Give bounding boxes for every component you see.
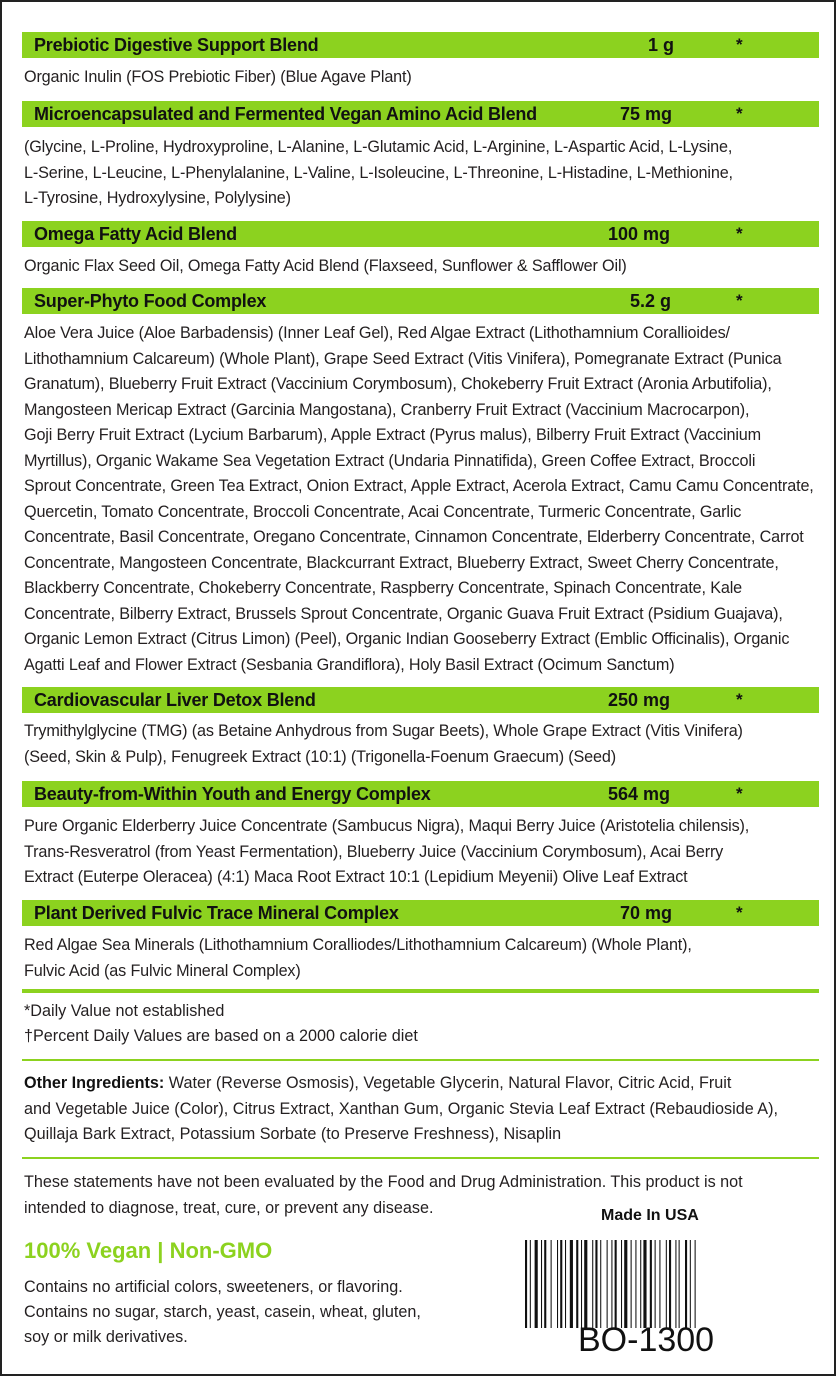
footnotes	[24, 999, 418, 1049]
barcode-bar	[631, 1240, 632, 1328]
ingredient-line: and Vegetable Juice (Color), Citrus Extract, Xanthan Gum, Organic Stevia Leaf Extract (Rebaudioside A),	[24, 1099, 778, 1118]
barcode-bar	[624, 1240, 627, 1328]
blend-name: Super-Phyto Food Complex	[34, 291, 267, 311]
barcode-bar	[650, 1240, 652, 1328]
ingredient-line: L-Tyrosine, Hydroxylysine, Polylysine)	[24, 189, 291, 207]
blend-ingredients	[24, 719, 804, 770]
daily-value-mark: *	[736, 903, 743, 922]
barcode-bar	[690, 1240, 691, 1328]
blend-ingredients	[24, 321, 814, 678]
blend-name: Plant Derived Fulvic Trace Mineral Complex	[34, 903, 399, 923]
barcode-bar	[600, 1240, 601, 1328]
ingredient-line: Lithothamnium Calcareum) (Whole Plant), Grape Seed Extract (Vitis Vinifera), Pomegranate Extract (Punica	[24, 349, 782, 368]
barcode-bar	[675, 1240, 676, 1328]
ingredient-line: Sprout Concentrate, Green Tea Extract, Onion Extract, Apple Extract, Acerola Extract, Camu Camu Concentrate,	[24, 477, 814, 495]
barcode-bar	[557, 1240, 558, 1328]
blend-name: Prebiotic Digestive Support Blend	[34, 35, 319, 55]
ingredient-line: L-Serine, L-Leucine, L-Phenylalanine, L-Valine, L-Isoleucine, L-Threonine, L-Histadine, L-Methionine,	[24, 163, 733, 182]
ingredient-line: Granatum), Blueberry Fruit Extract (Vaccinium Corymbosum), Chokeberry Fruit Extract (Aronia Arbutifolia),	[24, 375, 772, 393]
blend-amount: 5.2 g	[630, 291, 672, 311]
barcode-bar	[635, 1240, 636, 1328]
blend-amount: 70 mg	[620, 903, 673, 923]
ingredient-line: Agatti Leaf and Flower Extract (Sesbania Grandiflora), Holy Basil Extract (Ocimum Sanctum)	[24, 655, 675, 674]
blend-header	[22, 221, 819, 247]
ingredient-line: Red Algae Sea Minerals (Lithothamnium Coralliodes/Lithothamnium Calcareum) (Whole Plant),	[24, 936, 692, 954]
blend-amount: 75 mg	[620, 104, 673, 124]
disclaimer-line: These statements have not been evaluated by the Food and Drug Administration. This product is not	[24, 1173, 743, 1191]
blend-ingredients	[24, 254, 804, 280]
daily-value-mark: *	[736, 690, 743, 709]
footnote: †Percent Daily Values are based on a 2000 calorie diet	[24, 1027, 418, 1045]
barcode-bar	[581, 1240, 582, 1328]
product-code: BO-1300	[578, 1321, 715, 1359]
barcode-bar	[695, 1240, 696, 1328]
blend-header	[22, 900, 819, 926]
ingredient-line: Organic Lemon Extract (Citrus Limon) (Peel), Organic Indian Gooseberry Extract (Emblic Officinalis), Organic	[24, 630, 790, 648]
barcode-bar	[535, 1240, 538, 1328]
blend-ingredients	[24, 65, 804, 91]
blend-amount: 250 mg	[608, 690, 671, 710]
barcode-bar	[595, 1240, 597, 1328]
ingredient-line: Aloe Vera Juice (Aloe Barbadensis) (Inner Leaf Gel), Red Algae Extract (Lithothamnium Corallioides/	[24, 324, 730, 342]
barcode-bar	[541, 1240, 542, 1328]
ingredient-line: Quercetin, Tomato Concentrate, Broccoli Concentrate, Acai Concentrate, Turmeric Concentrate, Garlic	[24, 502, 742, 521]
blend-header	[22, 101, 819, 127]
blend-ingredients	[24, 933, 804, 984]
ingredient-line: Blackberry Concentrate, Chokeberry Concentrate, Raspberry Concentrate, Spinach Concentrate, Kale	[24, 579, 743, 597]
ingredient-line: Trymithylglycine (TMG) (as Betaine Anhydrous from Sugar Beets), Whole Grape Extract (Vitis Vinifera)	[24, 722, 743, 740]
barcode-bar	[659, 1240, 660, 1328]
divider	[22, 1157, 819, 1159]
ingredient-line: Mangosteen Mericap Extract (Garcinia Mangostana), Cranberry Fruit Extract (Vaccinium Macrocarpon),	[24, 400, 750, 419]
barcode-bar	[544, 1240, 546, 1328]
other-ingredients	[24, 1071, 778, 1148]
barcode-bar	[565, 1240, 566, 1328]
blend-name: Microencapsulated and Fermented Vegan Amino Acid Blend	[34, 104, 537, 124]
barcode-bar	[576, 1240, 578, 1328]
ingredient-line: Organic Flax Seed Oil, Omega Fatty Acid Blend (Flaxseed, Sunflower & Safflower Oil)	[24, 257, 627, 275]
blend-header	[22, 781, 819, 807]
ingredient-line: Goji Berry Fruit Extract (Lycium Barbarum), Apple Extract (Pyrus malus), Bilberry Fruit Extract (Vaccinium	[24, 426, 761, 444]
barcode-bar	[666, 1240, 667, 1328]
barcode-bar	[560, 1240, 562, 1328]
blend-ingredients	[24, 814, 804, 891]
ingredient-line: (Seed, Skin & Pulp), Fenugreek Extract (10:1) (Trigonella-Foenum Graecum) (Seed)	[24, 747, 616, 766]
blend-ingredients	[24, 135, 804, 212]
barcode-bar	[679, 1240, 680, 1328]
barcode-bar	[611, 1240, 612, 1328]
blend-name: Cardiovascular Liver Detox Blend	[34, 690, 316, 710]
barcode-bar	[669, 1240, 671, 1328]
barcode-bar	[615, 1240, 617, 1328]
barcode-bar	[621, 1240, 622, 1328]
barcode-bar	[643, 1240, 646, 1328]
daily-value-mark: *	[736, 35, 743, 54]
ingredient-line: Concentrate, Mangosteen Concentrate, Blackcurrant Extract, Blueberry Extract, Sweet Cherry Concentrate,	[24, 553, 779, 572]
ingredient-line: Organic Inulin (FOS Prebiotic Fiber) (Blue Agave Plant)	[24, 68, 412, 86]
contains-line: Contains no sugar, starch, yeast, casein, wheat, gluten,	[24, 1303, 421, 1321]
blend-header	[22, 288, 819, 314]
daily-value-mark: *	[736, 224, 743, 243]
ingredient-line: Extract (Euterpe Oleracea) (4:1) Maca Root Extract 10:1 (Lepidium Meyenii) Olive Leaf Extract	[24, 868, 688, 886]
daily-value-mark: *	[736, 784, 743, 803]
blend-name: Omega Fatty Acid Blend	[34, 224, 237, 244]
made-in-usa: Made In USA	[601, 1207, 699, 1224]
ingredient-line: Myrtillus), Organic Wakame Sea Vegetation Extract (Undaria Pinnatifida), Green Coffee Extract, Broccoli	[24, 451, 756, 470]
vegan-claim: 100% Vegan | Non-GMO	[24, 1238, 273, 1263]
blend-amount: 1 g	[648, 35, 675, 55]
ingredient-line: Fulvic Acid (as Fulvic Mineral Complex)	[24, 961, 301, 980]
barcode-bar	[655, 1240, 656, 1328]
barcode-bar	[530, 1240, 531, 1328]
barcode-bar	[685, 1240, 687, 1328]
ingredient-line: Concentrate, Bilberry Extract, Brussels Sprout Concentrate, Organic Guava Fruit Extract (Psidium Guajava),	[24, 604, 783, 623]
ingredient-line: Pure Organic Elderberry Juice Concentrate (Sambucus Nigra), Maqui Berry Juice (Aristotelia chilensis),	[24, 817, 750, 835]
barcode-bar	[584, 1240, 587, 1328]
blend-name: Beauty-from-Within Youth and Energy Complex	[34, 784, 431, 804]
ingredient-line: Concentrate, Basil Concentrate, Oregano Concentrate, Cinnamon Concentrate, Elderberry Concentrate, Carrot	[24, 528, 804, 546]
divider	[22, 989, 819, 993]
blend-amount: 564 mg	[608, 784, 671, 804]
ingredient-line: Water (Reverse Osmosis), Vegetable Glycerin, Natural Flavor, Citric Acid, Fruit	[164, 1074, 732, 1092]
ingredient-line: (Glycine, L-Proline, Hydroxyproline, L-Alanine, L-Glutamic Acid, L-Arginine, L-Aspartic Acid, L-Lysine,	[24, 138, 733, 156]
barcode	[525, 1240, 751, 1328]
blend-amount: 100 mg	[608, 224, 671, 244]
contains-line: soy or milk derivatives.	[24, 1328, 188, 1346]
ingredient-line: Quillaja Bark Extract, Potassium Sorbate (to Preserve Freshness), Nisaplin	[24, 1125, 562, 1143]
allergen-statement	[24, 1275, 421, 1350]
divider	[22, 1059, 819, 1061]
barcode-bar	[592, 1240, 593, 1328]
barcode-bar	[570, 1240, 573, 1328]
blend-header	[22, 32, 819, 58]
other-ingredients-label: Other Ingredients:	[24, 1074, 165, 1092]
footnote: *Daily Value not established	[24, 1002, 225, 1020]
disclaimer-line: intended to diagnose, treat, cure, or prevent any disease.	[24, 1199, 434, 1217]
barcode-bar	[551, 1240, 552, 1328]
contains-line: Contains no artificial colors, sweeteners, or flavoring.	[24, 1278, 403, 1296]
barcode-bar	[640, 1240, 641, 1328]
daily-value-mark: *	[736, 291, 743, 310]
daily-value-mark: *	[736, 104, 743, 123]
blend-header	[22, 687, 819, 713]
barcode-bar	[607, 1240, 608, 1328]
barcode-bar	[525, 1240, 527, 1328]
ingredient-line: Trans-Resveratrol (from Yeast Fermentation), Blueberry Juice (Vaccinium Corymbosum), Acai Berry	[24, 842, 724, 861]
